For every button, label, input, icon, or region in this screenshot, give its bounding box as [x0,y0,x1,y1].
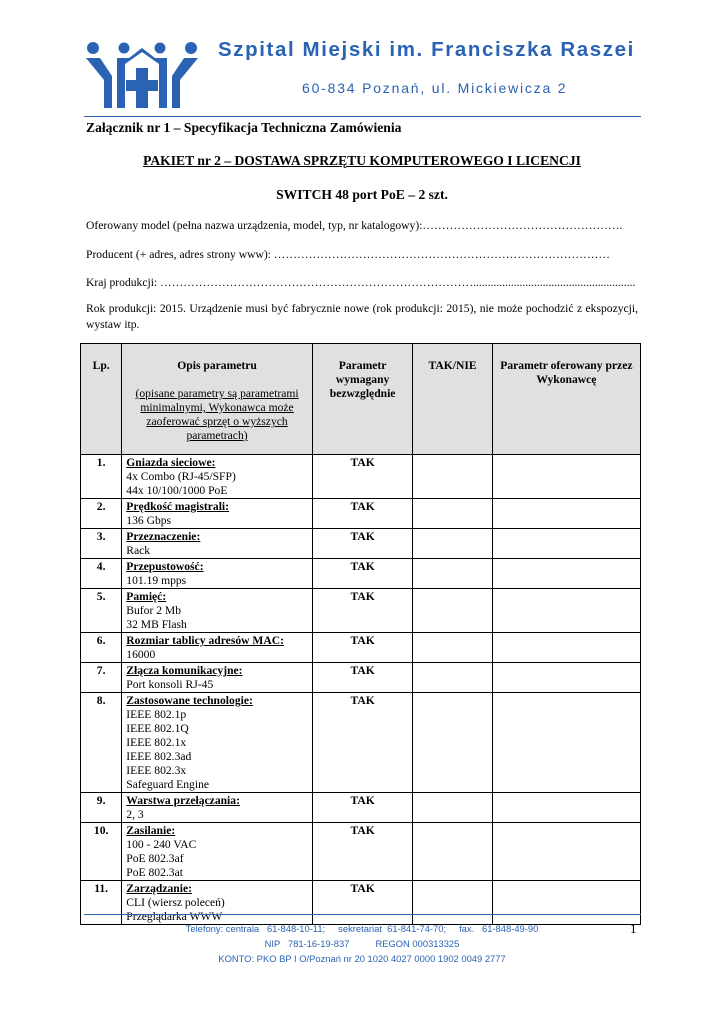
row-number: 3. [81,529,122,559]
row-offered-cell[interactable] [492,663,640,693]
table-row [81,559,641,589]
row-parameter [122,455,313,499]
row-number: 6. [81,633,122,663]
attachment-title: Załącznik nr 1 – Specyfikacja Techniczna Zamówienia [86,120,402,135]
parameter-title: Rozmiar tablicy adresów MAC: [126,634,284,647]
parameter-value: Port konsoli RJ-45 [126,678,214,691]
table-row [81,793,641,823]
parameter-value: Bufor 2 Mb [126,604,182,617]
parameter-value: IEEE 802.1Q [126,722,189,735]
parameter-value: 136 Gbps [126,514,172,527]
row-parameter [122,633,313,663]
table-row [81,499,641,529]
row-parameter [122,559,313,589]
row-tak-nie-cell[interactable] [413,589,492,633]
table-row [81,529,641,559]
parameter-value: 32 MB Flash [126,618,187,631]
parameter-title: Warstwa przełączania: [126,794,240,807]
table-row [81,633,641,663]
parameter-value: 2, 3 [126,808,144,821]
parameter-value: IEEE 802.3ad [126,750,192,763]
parameter-value: Rack [126,544,151,557]
parameter-title: Przeznaczenie: [126,530,201,543]
parameter-value: PoE 802.3af [126,852,184,865]
row-offered-cell[interactable] [492,633,640,663]
row-required: TAK [312,529,413,559]
footer-phones: Telefony: centrala 61-848-10-11; sekretariat 61-841-74-70; fax. 61-848-49-90 [185,923,539,934]
parameter-title: Zastosowane technologie: [126,694,253,707]
package-title-text: PAKIET nr 2 – DOSTAWA SPRZĘTU KOMPUTEROWEGO I LICENCJI [143,153,581,168]
row-parameter [122,693,313,793]
parameter-value: IEEE 802.3x [126,764,187,777]
header-opis [122,344,313,455]
row-tak-nie-cell[interactable] [413,633,492,663]
parameter-value: Safeguard Engine [126,778,210,791]
row-offered-cell[interactable] [492,455,640,499]
parameter-value: IEEE 802.1p [126,708,187,721]
header-tak-nie: TAK/NIE [413,344,492,455]
header-divider [84,116,641,117]
row-offered-cell[interactable] [492,529,640,559]
row-parameter [122,793,313,823]
spec-table [80,343,641,925]
row-number: 8. [81,693,122,793]
row-tak-nie-cell[interactable] [413,663,492,693]
footer-divider [84,914,641,915]
row-required: TAK [312,823,413,881]
row-number: 10. [81,823,122,881]
parameter-title: Prędkość magistrali: [126,500,229,513]
row-tak-nie-cell[interactable] [413,793,492,823]
hospital-name: Szpital Miejski im. Franciszka Raszei [218,38,635,61]
row-parameter [122,823,313,881]
package-title [0,153,724,169]
parameter-value: 16000 [126,648,156,661]
row-number: 1. [81,455,122,499]
production-note: Rok produkcji: 2015. Urządzenie musi być fabrycznie nowe (rok produkcji: 2015), nie może pochodzić z ekspozycji, wystaw itp. [86,302,638,331]
parameter-value: Przeglądarka WWW [126,910,223,923]
row-offered-cell[interactable] [492,589,640,633]
parameter-value: 101.19 mpps [126,574,187,587]
row-number: 2. [81,499,122,529]
parameter-value: 100 - 240 VAC [126,838,197,851]
parameter-value: CLI (wiersz poleceń) [126,896,225,909]
row-offered-cell[interactable] [492,693,640,793]
parameter-value: 44x 10/100/1000 PoE [126,484,228,497]
table-row [81,823,641,881]
row-required: TAK [312,455,413,499]
footer-nip-regon: NIP 781-16-19-837 REGON 000313325 [264,938,460,949]
row-number: 7. [81,663,122,693]
row-offered-cell[interactable] [492,793,640,823]
parameter-value: 4x Combo (RJ-45/SFP) [126,470,236,483]
table-header-row [81,344,641,455]
row-tak-nie-cell[interactable] [413,529,492,559]
row-required: TAK [312,633,413,663]
row-required: TAK [312,693,413,793]
row-required: TAK [312,663,413,693]
row-tak-nie-cell[interactable] [413,881,492,925]
row-tak-nie-cell[interactable] [413,455,492,499]
header-offered: Parametr oferowany przez Wykonawcę [492,344,640,455]
parameter-title: Pamięć: [126,590,167,603]
hospital-logo-icon [84,40,200,108]
row-offered-cell[interactable] [492,823,640,881]
row-required: TAK [312,589,413,633]
parameter-value: IEEE 802.1x [126,736,187,749]
row-parameter [122,529,313,559]
hospital-address: 60-834 Poznań, ul. Mickiewicza 2 [302,80,568,96]
field-producer[interactable]: Producent (+ adres, adres strony www): …………………………………………………………………………… [86,248,611,261]
parameter-title: Przepustowość: [126,560,204,573]
row-tak-nie-cell[interactable] [413,823,492,881]
parameter-title: Złącza komunikacyjne: [126,664,243,677]
row-parameter [122,589,313,633]
table-row [81,663,641,693]
parameter-title: Zarządzanie: [126,882,192,895]
header-required: Parametr wymagany bezwzględnie [312,344,413,455]
row-tak-nie-cell[interactable] [413,559,492,589]
row-required: TAK [312,499,413,529]
row-offered-cell[interactable] [492,881,640,925]
table-row [81,693,641,793]
parameter-value: PoE 802.3at [126,866,183,879]
row-tak-nie-cell[interactable] [413,499,492,529]
table-row [81,455,641,499]
header-opis-note: (opisane parametry są parametrami minimalnymi, Wykonawca może zaoferować sprzęt o wyższych parametrach) [135,387,299,442]
row-offered-cell[interactable] [492,559,640,589]
row-required: TAK [312,881,413,925]
parameter-title: Zasilanie: [126,824,176,837]
header-lp: Lp. [81,344,122,455]
table-row [81,881,641,925]
parameter-title: Gniazda sieciowe: [126,456,216,469]
header-opis-title: Opis parametru [177,359,257,372]
row-tak-nie-cell[interactable] [413,693,492,793]
row-offered-cell[interactable] [492,499,640,529]
field-country[interactable]: Kraj produkcji: ………………………………………………………………………........................................................ [86,276,636,289]
table-row [81,589,641,633]
field-offered-model[interactable]: Oferowany model (pełna nazwa urządzenia, model, typ, nr katalogowy):……………………………………………. [86,219,623,232]
row-required: TAK [312,793,413,823]
product-title: SWITCH 48 port PoE – 2 szt. [276,187,448,202]
page-number: 1 [630,921,637,936]
row-number: 9. [81,793,122,823]
row-number: 4. [81,559,122,589]
row-parameter [122,663,313,693]
row-number: 5. [81,589,122,633]
row-parameter [122,881,313,925]
row-required: TAK [312,559,413,589]
row-number: 11. [81,881,122,925]
footer-account: KONTO: PKO BP I O/Poznań nr 20 1020 4027 0000 1902 0049 2777 [218,953,506,964]
row-parameter [122,499,313,529]
